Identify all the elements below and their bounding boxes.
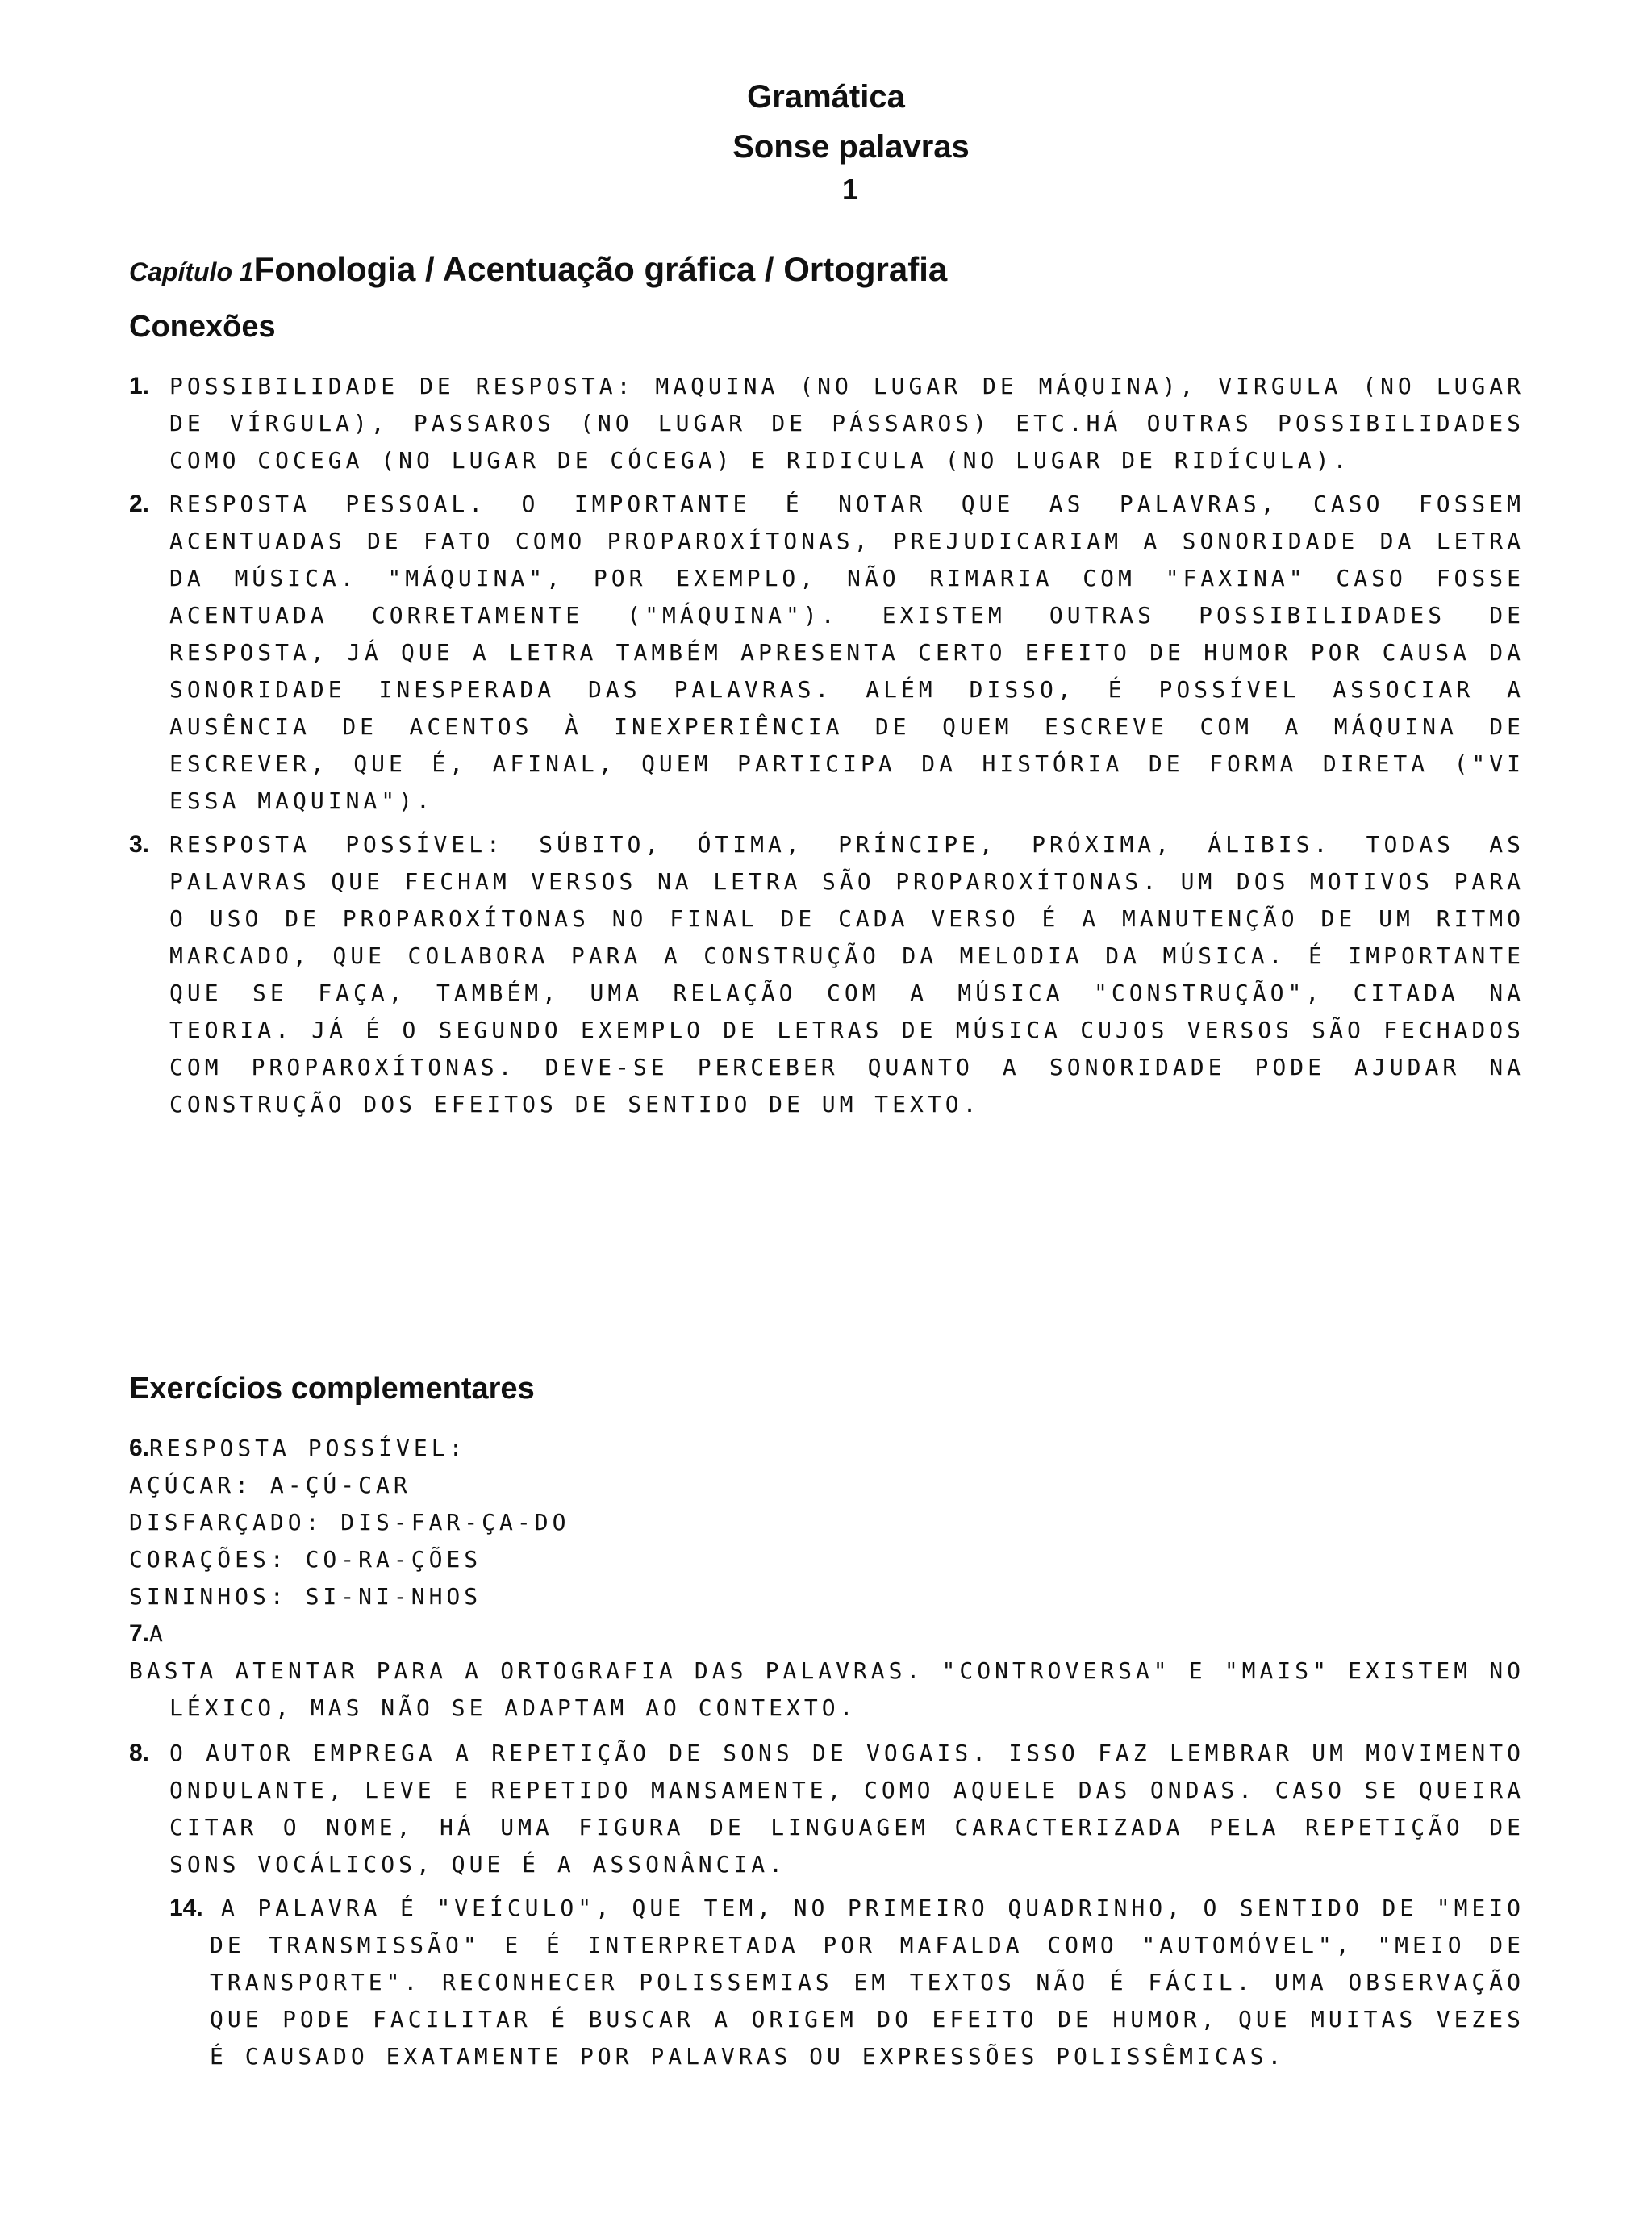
item-number: 6. bbox=[129, 1435, 150, 1461]
page-number: 1 bbox=[841, 173, 859, 206]
q6-line: CORAÇÕES: CO-RA-ÇÕES bbox=[129, 1546, 482, 1573]
item-text: RESPOSTA POSSÍVEL: SÚBITO, ÓTIMA, PRÍNCIPE, PRÓXIMA, ÁLIBIS. TODAS AS PALAVRAS QUE FECHAM VERSOS NA LETRA SÃO PROPAROXÍTONAS. UM DOS MOTIVOS PARA O USO DE PROPAROXÍTONAS NO FINAL DE CADA VERSO É A MANUTENÇÃO DE UM RITMO MARCADO, QUE COLABORA PARA A CONSTRUÇÃO DA MELODIA DA MÚSICA. É IMPORTANTE QUE SE FAÇA, TAMBÉM, UMA RELAÇÃO COM A MÚSICA "CONSTRUÇÃO", CITADA NA TEORIA. JÁ É O SEGUNDO EXEMPLO DE LETRAS DE MÚSICA CUJOS VERSOS SÃO FECHADOS COM PROPAROXÍTONAS. DEVE-SE PERCEBER QUANTO A SONORIDADE PODE AJUDAR NA CONSTRUÇÃO DOS EFEITOS DE SENTIDO DE UM TEXTO. bbox=[169, 831, 1525, 1118]
item-number: 2. bbox=[129, 491, 150, 517]
chapter-topic: Fonologia / Acentuação gráfica / Ortografia bbox=[253, 250, 948, 288]
list-item bbox=[129, 826, 1525, 1123]
q7-heading bbox=[129, 1615, 1525, 1652]
item-text: RESPOSTA PESSOAL. O IMPORTANTE É NOTAR QUE AS PALAVRAS, CASO FOSSEM ACENTUADAS DE FATO COMO PROPAROXÍTONAS, PREJUDICARIAM A SONORIDADE DA LETRA DA MÚSICA. "MÁQUINA", POR EXEMPLO, NÃO RIMARIA COM "FAXINA" CASO FOSSE ACENTUADA CORRETAMENTE ("MÁQUINA"). EXISTEM OUTRAS POSSIBILIDADES DE RESPOSTA, JÁ QUE A LETRA TAMBÉM APRESENTA CERTO EFEITO DE HUMOR POR CAUSA DA SONORIDADE INESPERADA DAS PALAVRAS. ALÉM DISSO, É POSSÍVEL ASSOCIAR A AUSÊNCIA DE ACENTOS À INEXPERIÊNCIA DE QUEM ESCREVE COM A MÁQUINA DE ESCREVER, QUE É, AFINAL, QUEM PARTICIPA DA HISTÓRIA DE FORMA DIRETA ("VI ESSA MAQUINA"). bbox=[169, 491, 1525, 814]
q6-line: SININHOS: SI-NI-NHOS bbox=[129, 1583, 482, 1610]
item-number: 14. bbox=[169, 1895, 203, 1921]
q7-answer: A bbox=[149, 1620, 167, 1647]
item-text: A PALAVRA É "VEÍCULO", QUE TEM, NO PRIMEIRO QUADRINHO, O SENTIDO DE "MEIO DE TRANSMISSÃO" E É INTERPRETADA POR MAFALDA COMO "AUTOMÓVEL", "MEIO DE TRANSPORTE". RECONHECER POLISSEMIAS EM TEXTOS NÃO É FÁCIL. UMA OBSERVAÇÃO QUE PODE FACILITAR É BUSCAR A ORIGEM DO EFEITO DE HUMOR, QUE MUITAS VEZES É CAUSADO EXATAMENTE POR PALAVRAS OU EXPRESSÕES POLISSÊMICAS. bbox=[210, 1895, 1525, 2070]
page-title: Gramática bbox=[747, 79, 905, 115]
q6-head-text: RESPOSTA POSSÍVEL: bbox=[149, 1435, 467, 1461]
section-conexoes: Conexões bbox=[129, 310, 276, 344]
q6-line: AÇÚCAR: A-ÇÚ-CAR bbox=[129, 1472, 411, 1498]
q6-heading bbox=[129, 1430, 1525, 1467]
list-item bbox=[129, 486, 1525, 820]
q14-item bbox=[169, 1890, 1525, 2075]
q6-line: DISFARÇADO: DIS-FAR-ÇA-DO bbox=[129, 1509, 570, 1536]
list-item bbox=[129, 368, 1525, 479]
item-number: 3. bbox=[129, 831, 150, 858]
conexoes-list bbox=[129, 368, 1525, 1130]
item-number: 7. bbox=[129, 1620, 150, 1647]
item-number: 1. bbox=[129, 373, 150, 399]
exercicios-block bbox=[129, 1430, 1525, 2082]
item-text: O AUTOR EMPREGA A REPETIÇÃO DE SONS DE VOGAIS. ISSO FAZ LEMBRAR UM MOVIMENTO ONDULANTE, LEVE E REPETIDO MANSAMENTE, COMO AQUELE DAS ONDAS. CASO SE QUEIRA CITAR O NOME, HÁ UMA FIGURA DE LINGUAGEM CARACTERIZADA PELA REPETIÇÃO DE SONS VOCÁLICOS, QUE É A ASSONÂNCIA. bbox=[169, 1740, 1525, 1878]
section-exercicios: Exercícios complementares bbox=[129, 1372, 535, 1406]
q8-item bbox=[129, 1735, 1525, 1883]
item-number: 8. bbox=[129, 1740, 150, 1766]
chapter-label: Capítulo 1 bbox=[129, 257, 254, 286]
q7-explanation: BASTA ATENTAR PARA A ORTOGRAFIA DAS PALAVRAS. "CONTROVERSA" E "MAIS" EXISTEM NO LÉXICO, MAS NÃO SE ADAPTAM AO CONTEXTO. bbox=[129, 1657, 1525, 1721]
chapter-heading bbox=[129, 250, 947, 289]
page-subtitle: Sonse palavras bbox=[732, 129, 970, 165]
q14-wrapper bbox=[129, 1890, 1525, 2075]
item-text: POSSIBILIDADE DE RESPOSTA: MAQUINA (NO LUGAR DE MÁQUINA), VIRGULA (NO LUGAR DE VÍRGULA), PASSAROS (NO LUGAR DE PÁSSAROS) ETC.HÁ OUTRAS POSSIBILIDADES COMO COCEGA (NO LUGAR DE CÓCEGA) E RIDICULA (NO LUGAR DE RIDÍCULA). bbox=[169, 373, 1525, 474]
